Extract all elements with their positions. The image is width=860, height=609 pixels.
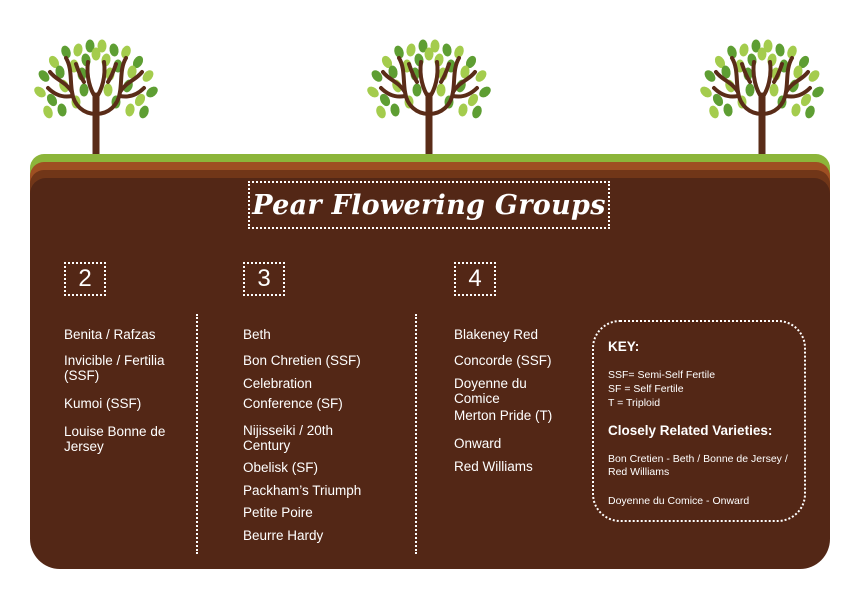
- variety-item: Louise Bonne de Jersey: [64, 424, 166, 454]
- group-3-number: 3: [243, 262, 285, 296]
- variety-item: Beth: [243, 327, 271, 342]
- variety-item: Benita / Rafzas: [64, 327, 156, 342]
- variety-item: Doyenne du Comice: [454, 376, 527, 406]
- related-heading: Closely Related Varieties:: [608, 423, 773, 438]
- variety-item: Kumoi (SSF): [64, 396, 142, 411]
- pear-tree-center-icon: [359, 36, 499, 160]
- variety-item: Invicible / Fertilia (SSF): [64, 353, 165, 383]
- variety-item: Nijisseiki / 20th Century: [243, 423, 334, 453]
- variety-item: Packham’s Triumph: [243, 483, 362, 498]
- variety-item: Petite Poire: [243, 505, 313, 520]
- variety-item: Red Williams: [454, 459, 533, 474]
- pear-tree-left-icon: [26, 36, 166, 160]
- key-definition: SF = Self Fertile: [608, 383, 684, 395]
- related-item: Doyenne du Comice - Onward: [608, 495, 750, 507]
- title-box: [248, 181, 610, 229]
- variety-item: Merton Pride (T): [454, 408, 553, 423]
- page-title: Pear Flowering Groups: [252, 189, 606, 221]
- group-4-number: 4: [454, 262, 496, 296]
- pear-tree-right-icon: [692, 36, 832, 160]
- variety-item: Beurre Hardy: [243, 528, 324, 543]
- variety-item: Celebration: [243, 376, 313, 391]
- related-item: Bon Cretien - Beth / Bonne de Jersey / Red Williams: [608, 453, 788, 478]
- variety-item: Concorde (SSF): [454, 353, 552, 368]
- group-2-number: 2: [64, 262, 106, 296]
- column-separator: [196, 314, 198, 554]
- variety-item: Bon Chretien (SSF): [243, 353, 361, 368]
- key-box: [592, 320, 806, 522]
- variety-item: Obelisk (SF): [243, 460, 319, 475]
- key-definition: SSF= Semi-Self Fertile: [608, 369, 716, 381]
- key-definition: T = Triploid: [608, 397, 661, 409]
- variety-item: Blakeney Red: [454, 327, 539, 342]
- variety-item: Onward: [454, 436, 502, 451]
- key-heading: KEY:: [608, 339, 640, 354]
- column-separator: [415, 314, 417, 554]
- variety-item: Conference (SF): [243, 396, 343, 411]
